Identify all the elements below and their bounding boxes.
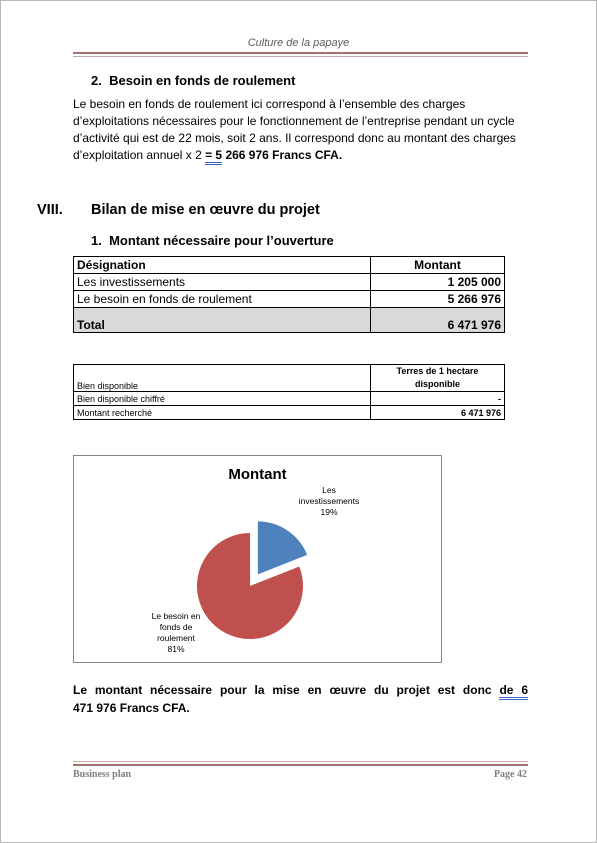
- footer-left: Business plan: [73, 769, 132, 780]
- footer-page-number: Page 42: [493, 769, 527, 780]
- row-value: -: [371, 392, 505, 406]
- subsection-1-number: 1.: [91, 233, 102, 248]
- section-viii-title: Bilan de mise en œuvre du projet: [91, 202, 320, 218]
- section-viii-heading: [37, 202, 320, 218]
- pie-label-line: Le besoin en: [151, 611, 201, 621]
- pie-label-fonds-roulement: [140, 611, 212, 655]
- header-land-line: disponible: [415, 379, 460, 389]
- row-value: 1 205 000: [371, 274, 505, 291]
- table-header-row: [74, 257, 505, 274]
- section-2-heading: [91, 73, 295, 88]
- pie-chart: [73, 455, 442, 663]
- paragraph-last-prefix: d’exploitation annuel x 2: [73, 148, 206, 162]
- table-row: [74, 406, 505, 420]
- conclusion-line: [73, 681, 528, 699]
- table-total-row: [74, 308, 505, 333]
- row-value: 6 471 976: [371, 406, 505, 420]
- pie-svg: [74, 456, 441, 662]
- row-value: 5 266 976: [371, 291, 505, 308]
- total-label: Total: [74, 308, 371, 333]
- conclusion-text: Le montant nécessaire pour la mise en œuvre du projet est donc: [73, 683, 500, 697]
- paragraph-underlined: = 5: [205, 148, 222, 165]
- footer-rule-thin: [73, 761, 528, 762]
- header-rule-thin: [73, 56, 528, 57]
- pie-slice-investissements: [258, 521, 307, 574]
- section-2-number: 2.: [91, 73, 102, 88]
- header-rule: [73, 52, 528, 54]
- subsection-1-heading: [91, 233, 334, 248]
- paragraph-line: d’exploitations nécessaires pour le fonctionnement de l’entreprise pendant un cycle: [73, 114, 515, 128]
- header-land-line: Terres de 1 hectare: [396, 366, 479, 376]
- conclusion-line: 471 976 Francs CFA.: [73, 701, 190, 715]
- footer-rule: [73, 764, 528, 766]
- table-row: [74, 365, 505, 392]
- section-2-title: Besoin en fonds de roulement: [109, 73, 296, 88]
- total-value: 6 471 976: [371, 308, 505, 333]
- row-label: Les investissements: [74, 274, 371, 291]
- paragraph-line: d’activité qui est de 22 mois, soit 2 ans. Il correspond donc au montant des charges: [73, 131, 516, 145]
- row-label: Montant recherché: [74, 406, 371, 420]
- paragraph-line: [73, 147, 518, 164]
- paragraph-last-suffix: 266 976 Francs CFA.: [222, 148, 343, 162]
- table-row: [74, 291, 505, 308]
- amount-table: [73, 256, 505, 333]
- header-title: Culture de la papaye: [247, 37, 350, 49]
- subsection-1-title: Montant nécessaire pour l’ouverture: [109, 233, 334, 248]
- chart-title: Montant: [228, 466, 287, 483]
- pie-label-percent: 81%: [167, 644, 185, 654]
- paragraph-line: Le besoin en fonds de roulement ici correspond à l’ensemble des charges: [73, 97, 466, 111]
- conclusion-underlined: de 6: [499, 683, 528, 700]
- row-label: Bien disponible chiffré: [74, 392, 371, 406]
- header-amount: Montant: [371, 257, 505, 274]
- conclusion: [73, 681, 528, 717]
- pie-label-line: roulement: [157, 633, 195, 643]
- assets-table: [73, 364, 505, 420]
- table-row: [74, 392, 505, 406]
- section-2-paragraph: [73, 96, 518, 164]
- table-row: [74, 274, 505, 291]
- pie-label-line: Les: [322, 485, 336, 495]
- pie-label-percent: 19%: [320, 507, 338, 517]
- row-label: Bien disponible: [74, 365, 371, 392]
- section-viii-number: VIII.: [37, 202, 63, 218]
- row-label: Le besoin en fonds de roulement: [74, 291, 371, 308]
- header-designation: Désignation: [74, 257, 371, 274]
- pie-label-line: fonds de: [159, 622, 193, 632]
- header-land: [371, 365, 505, 392]
- pie-label-investissements: [284, 485, 374, 518]
- pie-label-line: investissements: [298, 496, 360, 506]
